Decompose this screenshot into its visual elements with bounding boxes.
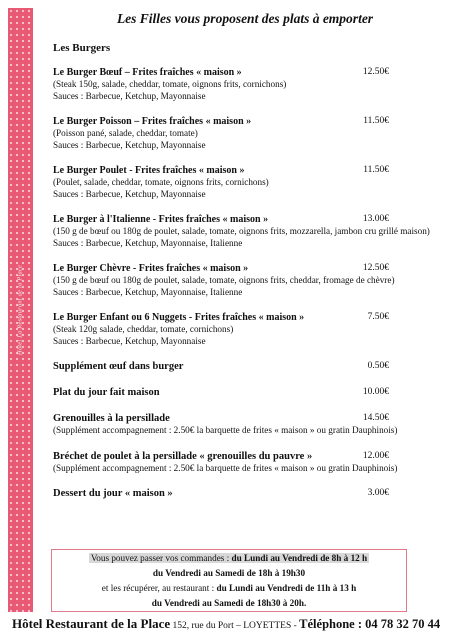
item-description: (150 g de bœuf ou 180g de poulet, salade, tomate, oignons frits, cheddar, fromage de chèvre)	[53, 275, 395, 285]
menu-item-brechet-poulet	[53, 450, 398, 475]
menu-item-burger-poulet	[53, 164, 389, 200]
item-description: (Poisson pané, salade, cheddar, tomate)	[53, 128, 198, 138]
item-description: (150 g de bœuf ou 180g de poulet, salade, tomate, oignons frits, mozzarella, jambon cru grillé maison)	[53, 226, 430, 236]
order-hours-box	[51, 549, 407, 612]
restaurant-name: Hôtel Restaurant de la Place	[12, 616, 171, 631]
decorative-sidebar-strip	[8, 8, 33, 612]
item-name: Dessert du jour « maison »	[53, 488, 173, 499]
item-price: 11.50€	[363, 165, 389, 175]
order-hours-line-1	[89, 553, 369, 563]
item-price: 12.50€	[362, 67, 389, 77]
item-price: 11.50€	[363, 116, 389, 126]
item-price: 10.00€	[362, 387, 389, 397]
phone-label: Téléphone :	[299, 617, 366, 631]
menu-item-plat-du-jour	[53, 386, 389, 399]
menu-item-burger-enfant	[53, 311, 389, 347]
page-title: Les Filles vous proposent des plats à emporter	[116, 11, 374, 26]
item-description: (Steak 120g salade, cheddar, tomate, cornichons)	[53, 324, 234, 334]
item-price: 12.00€	[362, 450, 389, 461]
item-name: Le Burger Poulet - Frites fraîches « maison »	[53, 165, 245, 176]
menu-item-burger-chevre	[53, 262, 395, 298]
item-price: 14.50€	[362, 413, 389, 423]
item-sauces: Sauces : Barbecue, Ketchup, Mayonnaise, Italienne	[53, 286, 243, 297]
item-price: 12.50€	[362, 263, 389, 273]
item-name: Le Burger Bœuf – Frites fraîches « maison »	[53, 67, 242, 78]
phone-number: 04 78 32 70 44	[365, 617, 441, 631]
menu-list	[53, 66, 430, 513]
item-name: Bréchet de poulet à la persillade « grenouilles du pauvre »	[53, 450, 313, 462]
order-hours-weekday: du Lundi au Vendredi de 8h à 12 h	[231, 553, 368, 563]
order-hours-line-2: du Vendredi au Samedi de 18h à 19h30	[152, 568, 306, 578]
menu-item-grenouilles	[53, 412, 398, 437]
item-description: (Supplément accompagnement : 2.50€ la barquette de frites « maison » ou gratin Dauphinois)	[53, 462, 398, 473]
pickup-hours-line-1	[52, 583, 406, 594]
menu-item-supplement-oeuf	[53, 360, 389, 373]
item-sauces: Sauces : Barbecue, Ketchup, Mayonnaise	[53, 335, 206, 346]
restaurant-address: 152, rue du Port – LOYETTES -	[170, 621, 300, 631]
menu-item-dessert	[53, 487, 389, 500]
menu-item-burger-italienne	[53, 213, 430, 249]
item-sauces: Sauces : Barbecue, Ketchup, Mayonnaise	[53, 90, 206, 101]
item-price: 3.00€	[367, 488, 389, 498]
item-name: Grenouilles à la persillade	[53, 413, 170, 424]
item-sauces: Sauces : Barbecue, Ketchup, Mayonnaise, Italienne	[53, 237, 243, 248]
order-intro: Vous pouvez passer vos commandes :	[90, 553, 232, 563]
item-sauces: Sauces : Barbecue, Ketchup, Mayonnaise	[53, 139, 206, 150]
pickup-hours-weekday: du Lundi au Vendredi de 11h à 13 h	[216, 583, 357, 593]
sidebar-vertical-text: Hôtel La Restaurant de la Place	[16, 264, 24, 356]
item-name: Le Burger Chèvre - Frites fraîches « maison »	[53, 263, 249, 274]
item-name: Supplément œuf dans burger	[53, 361, 184, 372]
item-price: 13.00€	[362, 214, 389, 224]
item-price: 0.50€	[367, 361, 389, 371]
item-name: Plat du jour fait maison	[53, 387, 160, 398]
footer	[12, 616, 440, 632]
item-name: Le Burger Poisson – Frites fraîches « maison »	[53, 116, 252, 127]
item-sauces: Sauces : Barbecue, Ketchup, Mayonnaise	[53, 188, 206, 199]
pickup-hours-line-2: du Vendredi au Samedi de 18h30 à 20h.	[151, 598, 307, 608]
item-price: 7.50€	[367, 312, 389, 322]
item-description: (Poulet, salade, cheddar, tomate, oignons frits, cornichons)	[53, 177, 269, 187]
menu-item-burger-boeuf	[53, 66, 389, 102]
item-description: (Steak 150g, salade, cheddar, tomate, oignons frits, cornichons)	[53, 79, 287, 89]
item-name: Le Burger à l'Italienne - Frites fraîches « maison »	[53, 214, 269, 225]
section-title: Les Burgers	[53, 42, 111, 54]
item-description: (Supplément accompagnement : 2.50€ la barquette de frites « maison » ou gratin Dauphinois)	[53, 425, 398, 435]
menu-item-burger-poisson	[53, 115, 389, 151]
item-name: Le Burger Enfant ou 6 Nuggets - Frites fraîches « maison »	[53, 312, 305, 323]
pickup-intro: et les récupérer, au restaurant :	[101, 583, 217, 593]
